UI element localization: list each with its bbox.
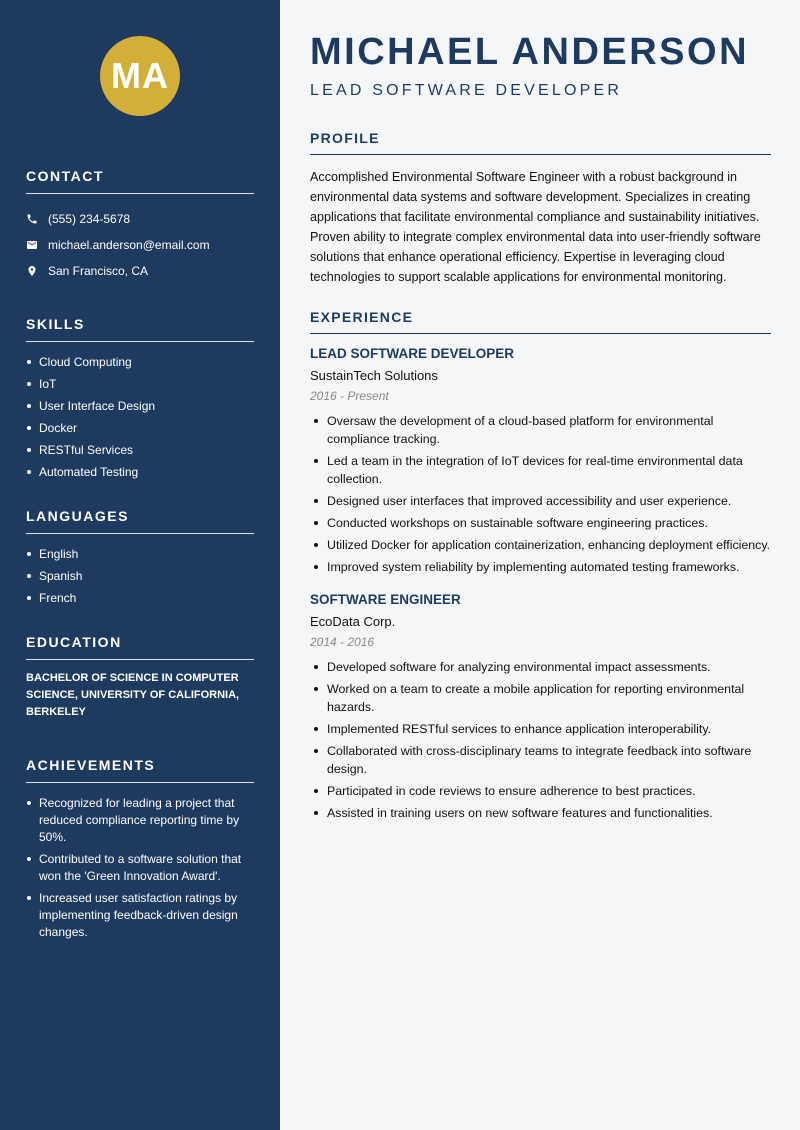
experience-section [310,309,771,822]
job-bullet: Worked on a team to create a mobile application for reporting environmental hazards. [310,680,771,716]
location-text: San Francisco, CA [48,264,149,278]
languages-list [26,546,254,606]
job-bullet: Improved system reliability by implementing automated testing frameworks. [310,558,771,576]
contact-list [26,206,254,284]
contact-location [26,258,254,284]
achievement-item: Recognized for leading a project that reduced compliance reporting time by 50%. [26,795,254,846]
job-entry [310,346,771,576]
job-bullets [310,658,771,822]
skills-section [26,316,254,480]
phone-icon [26,213,38,225]
education-heading: EDUCATION [26,634,254,660]
job-bullet: Utilized Docker for application containerization, enhancing deployment efficiency. [310,536,771,554]
job-company: SustainTech Solutions [310,368,438,383]
experience-heading: EXPERIENCE [310,309,771,334]
education-entry: BACHELOR OF SCIENCE IN COMPUTER SCIENCE, UNIVERSITY OF CALIFORNIA, BERKELEY [26,672,240,718]
job-bullets [310,412,771,576]
contact-email [26,232,254,258]
job-bullet: Oversaw the development of a cloud-based platform for environmental compliance tracking. [310,412,771,448]
profile-text: Accomplished Environmental Software Engineer with a robust background in environmental data systems and software development. Specializes in creating applications that facilitate environmental compliance and sustainability initiatives. Proven ability to integrate complex environmental data into user-friendly software solutions that enhance operational efficiency. Expertise in leveraging cloud technologies to support scalable applications for environmental monitoring. [310,170,761,284]
language-item: Spanish [26,568,254,584]
education-section [26,634,254,721]
email-text: michael.anderson@email.com [48,238,210,252]
job-bullet: Collaborated with cross-disciplinary teams to integrate feedback into software design. [310,742,771,778]
achievements-heading: ACHIEVEMENTS [26,757,254,783]
profile-section [310,130,771,287]
language-item: French [26,590,254,606]
job-bullet: Assisted in training users on new software features and functionalities. [310,804,771,822]
achievement-item: Contributed to a software solution that won the 'Green Innovation Award'. [26,851,254,885]
job-role: LEAD SOFTWARE DEVELOPER [310,346,515,361]
job-company: EcoData Corp. [310,614,396,629]
skills-heading: SKILLS [26,316,254,342]
job-entry [310,592,771,822]
skill-item: Docker [26,420,254,436]
achievement-item: Increased user satisfaction ratings by implementing feedback-driven design changes. [26,890,254,941]
job-bullet: Implemented RESTful services to enhance application interoperability. [310,720,771,738]
mail-icon [26,239,38,251]
profile-heading: PROFILE [310,130,771,155]
candidate-name: MICHAEL ANDERSON [310,31,750,73]
job-bullet: Led a team in the integration of IoT devices for real-time environmental data collection. [310,452,771,488]
main-content [280,0,800,1130]
skills-list [26,354,254,480]
contact-heading: CONTACT [26,168,254,194]
location-pin-icon [26,265,38,277]
languages-section [26,508,254,606]
skill-item: Automated Testing [26,464,254,480]
achievements-section [26,757,254,941]
skill-item: RESTful Services [26,442,254,458]
avatar-initials: MA [100,36,180,116]
languages-heading: LANGUAGES [26,508,254,534]
job-bullet: Developed software for analyzing environmental impact assessments. [310,658,771,676]
job-bullet: Participated in code reviews to ensure adherence to best practices. [310,782,771,800]
job-role: SOFTWARE ENGINEER [310,592,461,607]
job-bullet: Conducted workshops on sustainable software engineering practices. [310,514,771,532]
contact-section [26,168,254,284]
contact-phone [26,206,254,232]
language-item: English [26,546,254,562]
skill-item: IoT [26,376,254,392]
sidebar [0,0,280,1130]
job-dates: 2014 - 2016 [310,635,375,649]
skill-item: Cloud Computing [26,354,254,370]
skill-item: User Interface Design [26,398,254,414]
job-bullet: Designed user interfaces that improved accessibility and user experience. [310,492,771,510]
candidate-title: LEAD SOFTWARE DEVELOPER [310,82,623,99]
phone-text: (555) 234-5678 [48,212,131,226]
achievements-list [26,795,254,941]
job-dates: 2016 - Present [310,389,389,403]
